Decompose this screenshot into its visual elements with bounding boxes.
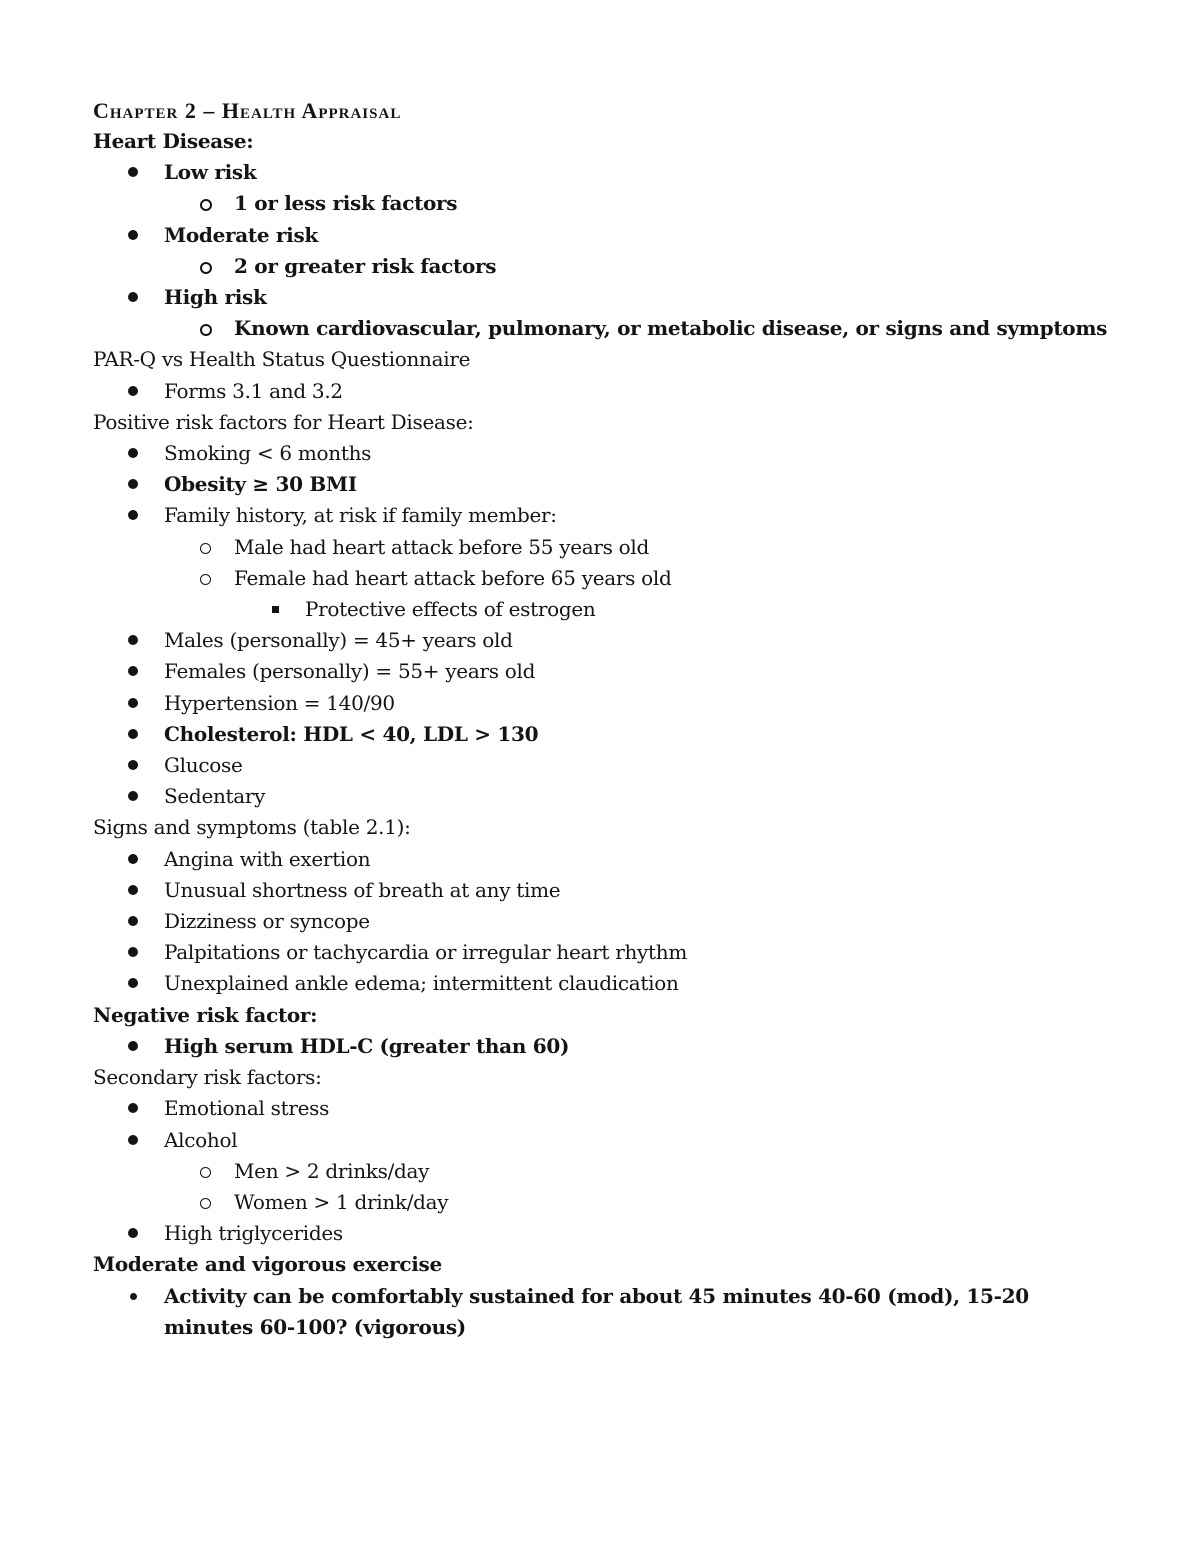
circle-bullet-icon bbox=[200, 324, 212, 336]
list-item bbox=[93, 188, 1103, 219]
circle-bullet-icon bbox=[200, 1198, 211, 1209]
bullet-icon bbox=[128, 230, 138, 240]
bullet-icon bbox=[128, 479, 138, 489]
circle-bullet-icon bbox=[200, 543, 211, 554]
section-heading bbox=[93, 812, 1103, 843]
item-text: Males (personally) = 45+ years old bbox=[164, 628, 513, 653]
item-text: Emotional stress bbox=[164, 1096, 330, 1121]
list-item bbox=[93, 220, 1103, 251]
list-item bbox=[93, 688, 1103, 719]
list-item bbox=[93, 1218, 1103, 1249]
section-heading bbox=[93, 126, 1103, 157]
item-text: 1 or less risk factors bbox=[234, 191, 458, 216]
circle-bullet-icon bbox=[200, 1167, 211, 1178]
item-text: Negative risk factor: bbox=[93, 1002, 318, 1027]
bullet-icon bbox=[128, 1041, 138, 1051]
bullet-icon bbox=[128, 760, 138, 770]
list-item bbox=[93, 1281, 1103, 1343]
item-text: Men > 2 drinks/day bbox=[234, 1158, 430, 1183]
item-text: Unexplained ankle edema; intermittent claudication bbox=[164, 971, 679, 996]
list-item bbox=[93, 594, 1103, 625]
item-text: Sedentary bbox=[164, 784, 266, 809]
list-item bbox=[93, 875, 1103, 906]
bullet-icon bbox=[128, 167, 138, 177]
bullet-icon bbox=[128, 635, 138, 645]
bullet-icon bbox=[128, 698, 138, 708]
circle-bullet-icon bbox=[200, 574, 211, 585]
list-item bbox=[93, 313, 1108, 344]
bullet-icon bbox=[128, 1228, 138, 1238]
list-item bbox=[93, 1093, 1103, 1124]
list-item bbox=[93, 781, 1103, 812]
section-heading bbox=[93, 1000, 1103, 1031]
item-text: Alcohol bbox=[164, 1127, 238, 1152]
item-text: Signs and symptoms (table 2.1): bbox=[93, 815, 411, 840]
bullet-icon bbox=[128, 791, 138, 801]
bullet-icon bbox=[128, 885, 138, 895]
item-text: Heart Disease: bbox=[93, 129, 254, 153]
list-item bbox=[93, 719, 1103, 750]
bullet-icon bbox=[128, 729, 138, 739]
list-item bbox=[93, 656, 1103, 687]
list-item bbox=[93, 750, 1103, 781]
section-heading bbox=[93, 1249, 1103, 1280]
item-text: Females (personally) = 55+ years old bbox=[164, 659, 536, 684]
square-bullet-icon bbox=[272, 606, 279, 613]
item-text: Palpitations or tachycardia or irregular heart rhythm bbox=[164, 940, 688, 965]
item-text: Forms 3.1 and 3.2 bbox=[164, 378, 343, 403]
item-text: Dizziness or syncope bbox=[164, 909, 370, 934]
item-text: High risk bbox=[164, 285, 267, 310]
list-item bbox=[93, 906, 1103, 937]
item-text: High serum HDL-C (greater than 60) bbox=[164, 1033, 570, 1058]
section-heading bbox=[93, 1062, 1103, 1093]
list-item bbox=[93, 532, 1103, 563]
bullet-icon bbox=[128, 292, 138, 302]
list-item bbox=[93, 1156, 1103, 1187]
item-text: Smoking < 6 months bbox=[164, 441, 372, 466]
list-item bbox=[93, 157, 1103, 188]
list-item bbox=[93, 844, 1103, 875]
bullet-icon bbox=[128, 448, 138, 458]
list-item bbox=[93, 1125, 1103, 1156]
list-item bbox=[93, 500, 1103, 531]
list-item bbox=[93, 1187, 1103, 1218]
section-heading bbox=[93, 407, 1103, 438]
list-item bbox=[93, 937, 1103, 968]
bullet-icon bbox=[128, 916, 138, 926]
item-text: Low risk bbox=[164, 160, 257, 185]
bullet-icon bbox=[130, 1293, 137, 1300]
list-item bbox=[93, 376, 1103, 407]
bullet-icon bbox=[128, 510, 138, 520]
item-text: Known cardiovascular, pulmonary, or metabolic disease, or signs and symptoms bbox=[234, 316, 1108, 341]
item-text: Activity can be comfortably sustained for about 45 minutes 40-60 (mod), 15-20 minutes 60-100? (vigorous) bbox=[164, 1283, 1029, 1339]
item-text: Male had heart attack before 55 years old bbox=[234, 534, 649, 559]
circle-bullet-icon bbox=[200, 199, 212, 211]
item-text: Hypertension = 140/90 bbox=[164, 690, 395, 715]
list-item bbox=[93, 251, 1103, 282]
item-text: Unusual shortness of breath at any time bbox=[164, 877, 561, 902]
bullet-icon bbox=[128, 947, 138, 957]
item-text: Glucose bbox=[164, 753, 243, 778]
item-text: Positive risk factors for Heart Disease: bbox=[93, 409, 474, 434]
section-heading bbox=[93, 344, 1103, 375]
item-text: 2 or greater risk factors bbox=[234, 253, 497, 278]
item-text: Cholesterol: HDL < 40, LDL > 130 bbox=[164, 721, 539, 746]
list-item bbox=[93, 438, 1103, 469]
list-item bbox=[93, 469, 1103, 500]
bullet-icon bbox=[128, 386, 138, 396]
page-title: Chapter 2 – Health Appraisal bbox=[93, 98, 402, 123]
item-text: Angina with exertion bbox=[164, 846, 371, 871]
item-text: Female had heart attack before 65 years old bbox=[234, 565, 672, 590]
list-item bbox=[93, 1031, 1103, 1062]
circle-bullet-icon bbox=[200, 262, 212, 274]
list-item bbox=[93, 968, 1103, 999]
bullet-icon bbox=[128, 666, 138, 676]
item-text: Obesity ≥ 30 BMI bbox=[164, 472, 357, 497]
bullet-icon bbox=[128, 854, 138, 864]
item-text: Moderate and vigorous exercise bbox=[93, 1252, 442, 1277]
list-item bbox=[93, 625, 1103, 656]
document-body bbox=[93, 126, 1108, 1343]
item-text: High triglycerides bbox=[164, 1221, 343, 1246]
item-text: Women > 1 drink/day bbox=[234, 1189, 449, 1214]
item-text: Family history, at risk if family member: bbox=[164, 503, 557, 528]
item-text: Secondary risk factors: bbox=[93, 1065, 322, 1090]
item-text: Protective effects of estrogen bbox=[305, 597, 596, 622]
list-item bbox=[93, 282, 1103, 313]
item-text: PAR-Q vs Health Status Questionnaire bbox=[93, 347, 471, 372]
bullet-icon bbox=[128, 1103, 138, 1113]
bullet-icon bbox=[128, 1135, 138, 1145]
item-text: Moderate risk bbox=[164, 222, 318, 247]
list-item bbox=[93, 563, 1103, 594]
bullet-icon bbox=[128, 978, 138, 988]
